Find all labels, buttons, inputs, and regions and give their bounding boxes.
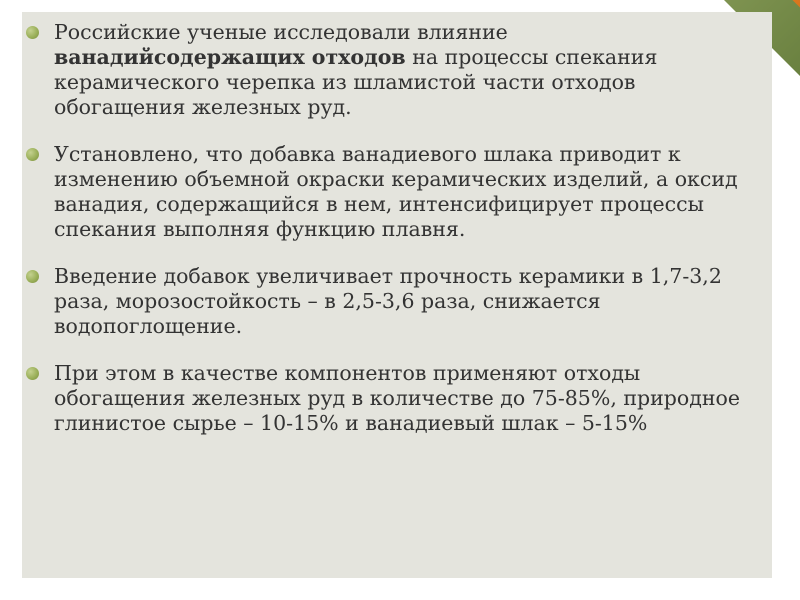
bullet-item-4 — [22, 361, 762, 436]
bullet-text-bold: ванадийсодержащих отходов — [54, 45, 406, 69]
bullet-text: Введение добавок увеличивает прочность керамики в 1,7-3,2 раза, морозостойкость – в 2,5-3,6 раза, снижается водопоглощение. — [54, 264, 722, 338]
bullet-dot-icon — [26, 148, 39, 161]
bullet-text: При этом в качестве компонентов применяют отходы обогащения железных руд в количестве до 75-85%, природное глинистое сырье – 10-15% и ванадиевый шлак – 5-15% — [54, 361, 741, 435]
bullet-dot-icon — [26, 26, 39, 39]
bullet-item-2 — [22, 142, 762, 242]
bullet-text-after: на процессы спекания керамического черепка из шламистой части отходов обогащения железных руд. — [54, 45, 658, 119]
content-panel — [22, 12, 772, 578]
bullet-dot-icon — [26, 367, 39, 380]
bullet-text: Установлено, что добавка ванадиевого шлака приводит к изменению объемной окраски керамических изделий, а оксид ванадия, содержащийся в нем, интенсифицирует процессы спекания выполняя функцию плавня. — [54, 142, 738, 241]
bullet-list — [22, 20, 762, 458]
bullet-dot-icon — [26, 270, 39, 283]
bullet-text-before: Российские ученые исследовали влияние — [54, 20, 508, 44]
bullet-item-3 — [22, 264, 762, 339]
bullet-item-1 — [22, 20, 762, 120]
